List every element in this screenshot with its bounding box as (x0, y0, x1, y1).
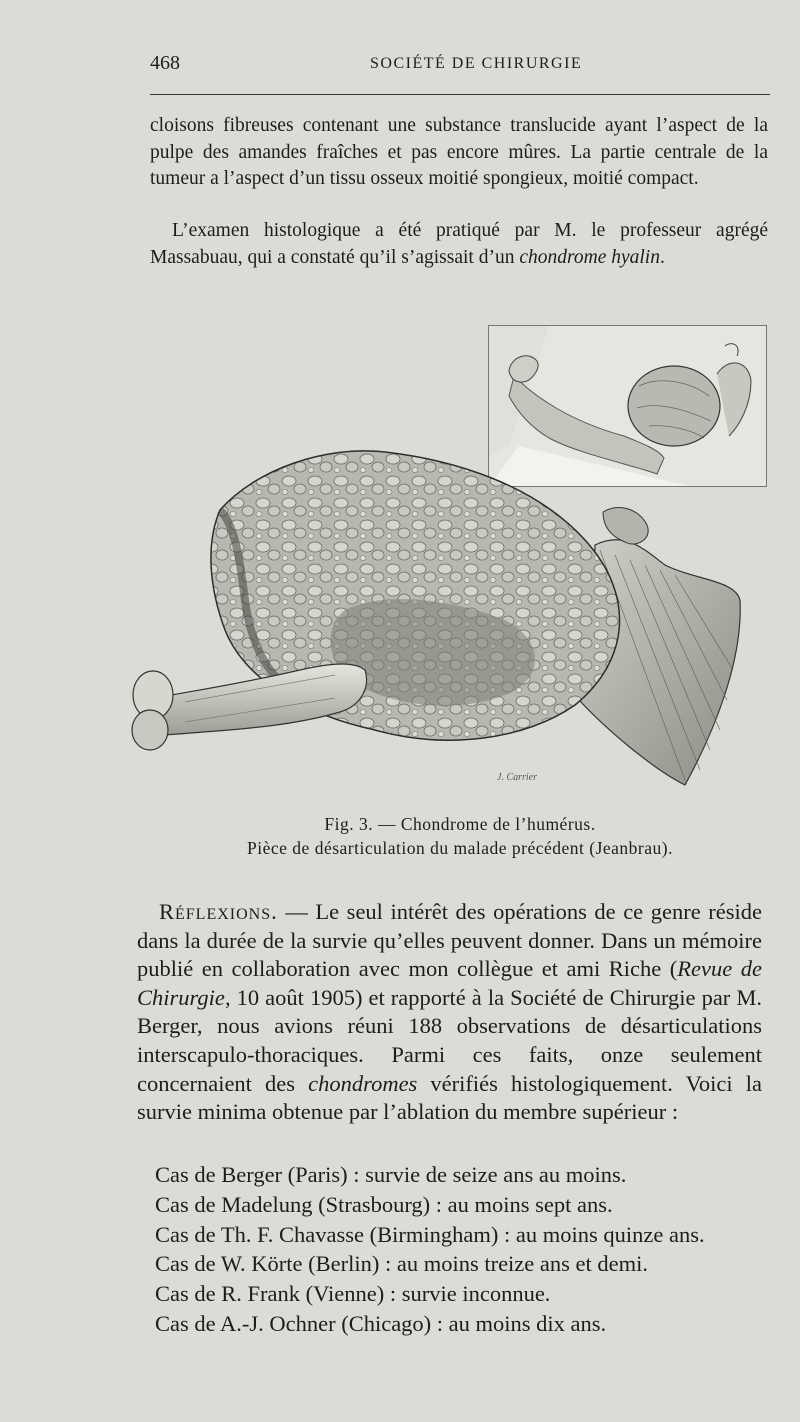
running-title: SOCIÉTÉ DE CHIRURGIE (370, 55, 583, 72)
reflexions-text-2: , 10 août 1905) et rapporté à la Société de Chirurgie par M. Berger, nous avions réuni 188 observations de désarticulations interscapulo-thoraciques. Parmi ces faits, onze seulement concernaient des (137, 984, 762, 1096)
paragraph-histology (150, 218, 768, 271)
chondromes-term: chondromes (308, 1070, 418, 1096)
header-rule (150, 94, 770, 95)
illustrator-signature: J. Carrier (497, 772, 537, 783)
journal-title: Revue de Chirurgie (137, 956, 762, 1010)
paragraph-reflexions (137, 898, 762, 1127)
specimen-illustration (125, 430, 745, 800)
case-item: Cas de Th. F. Chavasse (Birmingham) : au moins quinze ans. (155, 1221, 705, 1247)
case-list (155, 1160, 765, 1339)
case-item: Cas de R. Frank (Vienne) : survie inconnue. (155, 1281, 551, 1307)
case-item: Cas de Madelung (Strasbourg) : au moins sept ans. (155, 1191, 613, 1217)
reflexions-text-1: — Le seul intérêt des opérations de ce genre réside dans la durée de la survie qu’elles peuvent donner. Dans un mémoire publié en collaboration avec mon collègue et ami Riche ( (137, 899, 762, 982)
histology-end: . (659, 246, 665, 268)
case-item: Cas de A.-J. Ochner (Chicago) : au moins dix ans. (155, 1310, 607, 1336)
page-number: 468 (150, 52, 180, 74)
paragraph-tumor-description: cloisons fibreuses contenant une substance translucide ayant l’aspect de la pulpe des amandes fraîches et pas encore mûres. La partie centrale de la tumeur a l’aspect d’un tissu osseux moitié spongieux, moitié compact. (150, 115, 768, 189)
histology-text: L’examen histologique a été pratiqué par M. le professeur agrégé Massabuau, qui a constaté qu’il s’agissait d’un (150, 220, 768, 268)
reflexions-lead: Réflexions. (159, 899, 278, 924)
figure-caption-title: Fig. 3. — Chondrome de l’humérus. (324, 814, 596, 834)
case-item: Cas de Berger (Paris) : survie de seize ans au moins. (155, 1162, 627, 1187)
running-head (150, 52, 760, 76)
histology-diagnosis: chondrome hyalin (519, 246, 660, 268)
figure-main-specimen (125, 430, 745, 800)
reflexions-text-3: vérifiés histologiquement. Voici la survie minima obtenue par l’ablation du membre supérieur : (137, 1070, 763, 1125)
figure-caption-detail: Pièce de désarticulation du malade précédent (Jeanbrau). (247, 838, 673, 858)
case-item: Cas de W. Körte (Berlin) : au moins treize ans et demi. (155, 1251, 649, 1277)
